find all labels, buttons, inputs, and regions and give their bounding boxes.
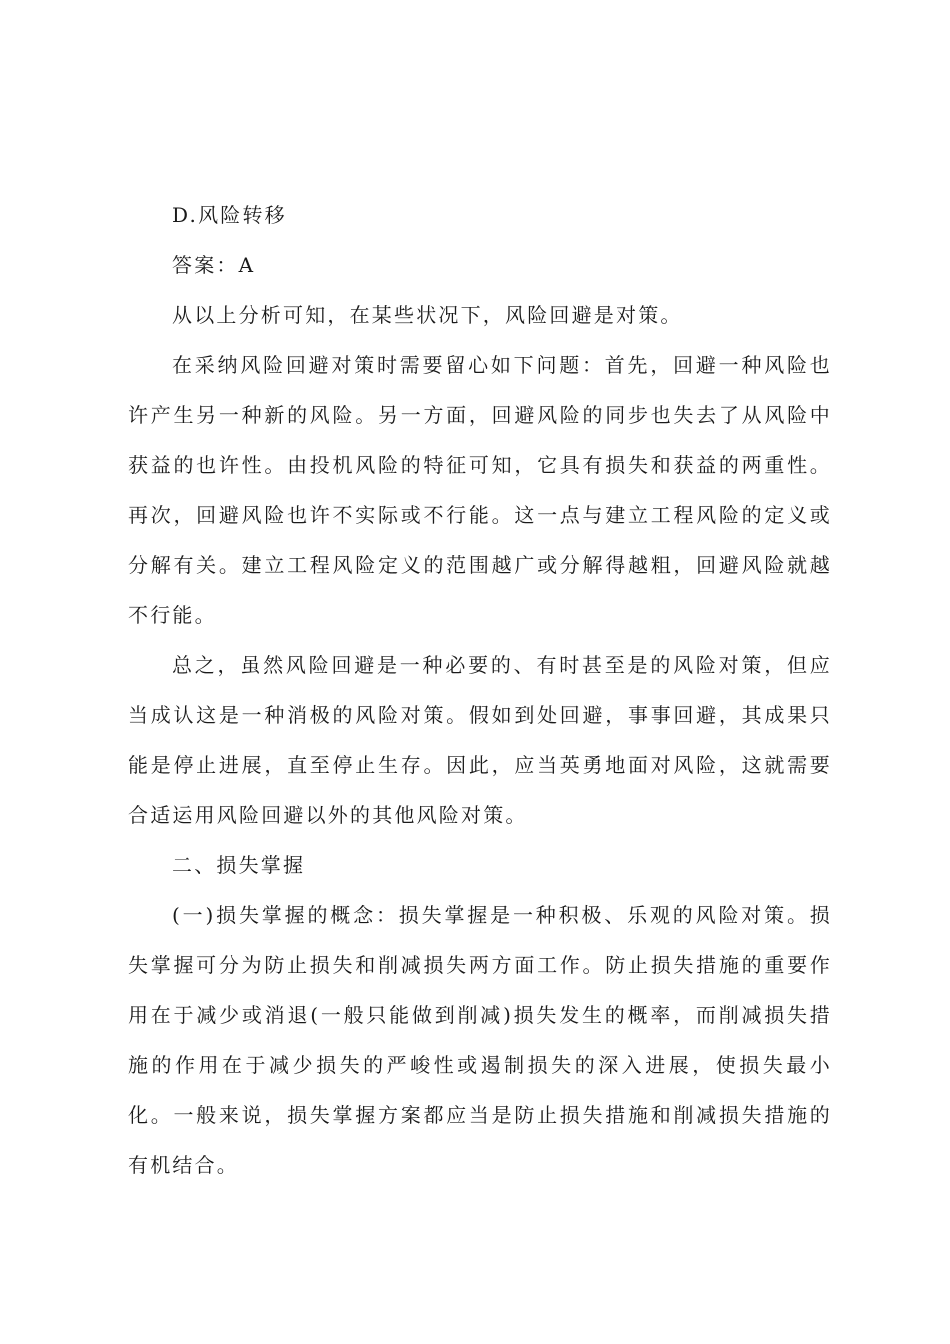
loss-control-concept-paragraph: (一)损失掌握的概念：损失掌握是一种积极、乐观的风险对策。损失掌握可分为防止损失和削减损失两方面工作。防止损失措施的重要作用在于减少或消退(一般只能做到削减)损失发生的概率，而削减损失措施的作用在于减少损失的严峻性或遏制损失的深入进展，使损失最小化。一般来说，损失掌握方案都应当是防止损失措施和削减损失措施的有机结合。 — [128, 903, 832, 1177]
option-d-line: D.风险转移 — [172, 203, 287, 227]
risk-avoidance-notes-paragraph: 在采纳风险回避对策时需要留心如下问题：首先，回避一种风险也许产生另一种新的风险。另一方面，回避风险的同步也失去了从风险中获益的也许性。由投机风险的特征可知，它具有损失和获益的两重性。再次，回避风险也许不实际或不行能。这一点与建立工程风险的定义或分解有关。建立工程风险定义的范围越广或分解得越粗，回避风险就越不行能。 — [128, 353, 832, 627]
document-body — [128, 190, 832, 1190]
analysis-conclusion-paragraph: 从以上分析可知，在某些状况下，风险回避是对策。 — [172, 303, 683, 327]
summary-paragraph: 总之，虽然风险回避是一种必要的、有时甚至是的风险对策，但应当成认这是一种消极的风险对策。假如到处回避，事事回避，其成果只能是停止进展，直至停止生存。因此，应当英勇地面对风险，这就需要合适运用风险回避以外的其他风险对策。 — [128, 653, 832, 827]
answer-line: 答案：A — [172, 253, 256, 277]
section-heading: 二、损失掌握 — [172, 853, 306, 877]
